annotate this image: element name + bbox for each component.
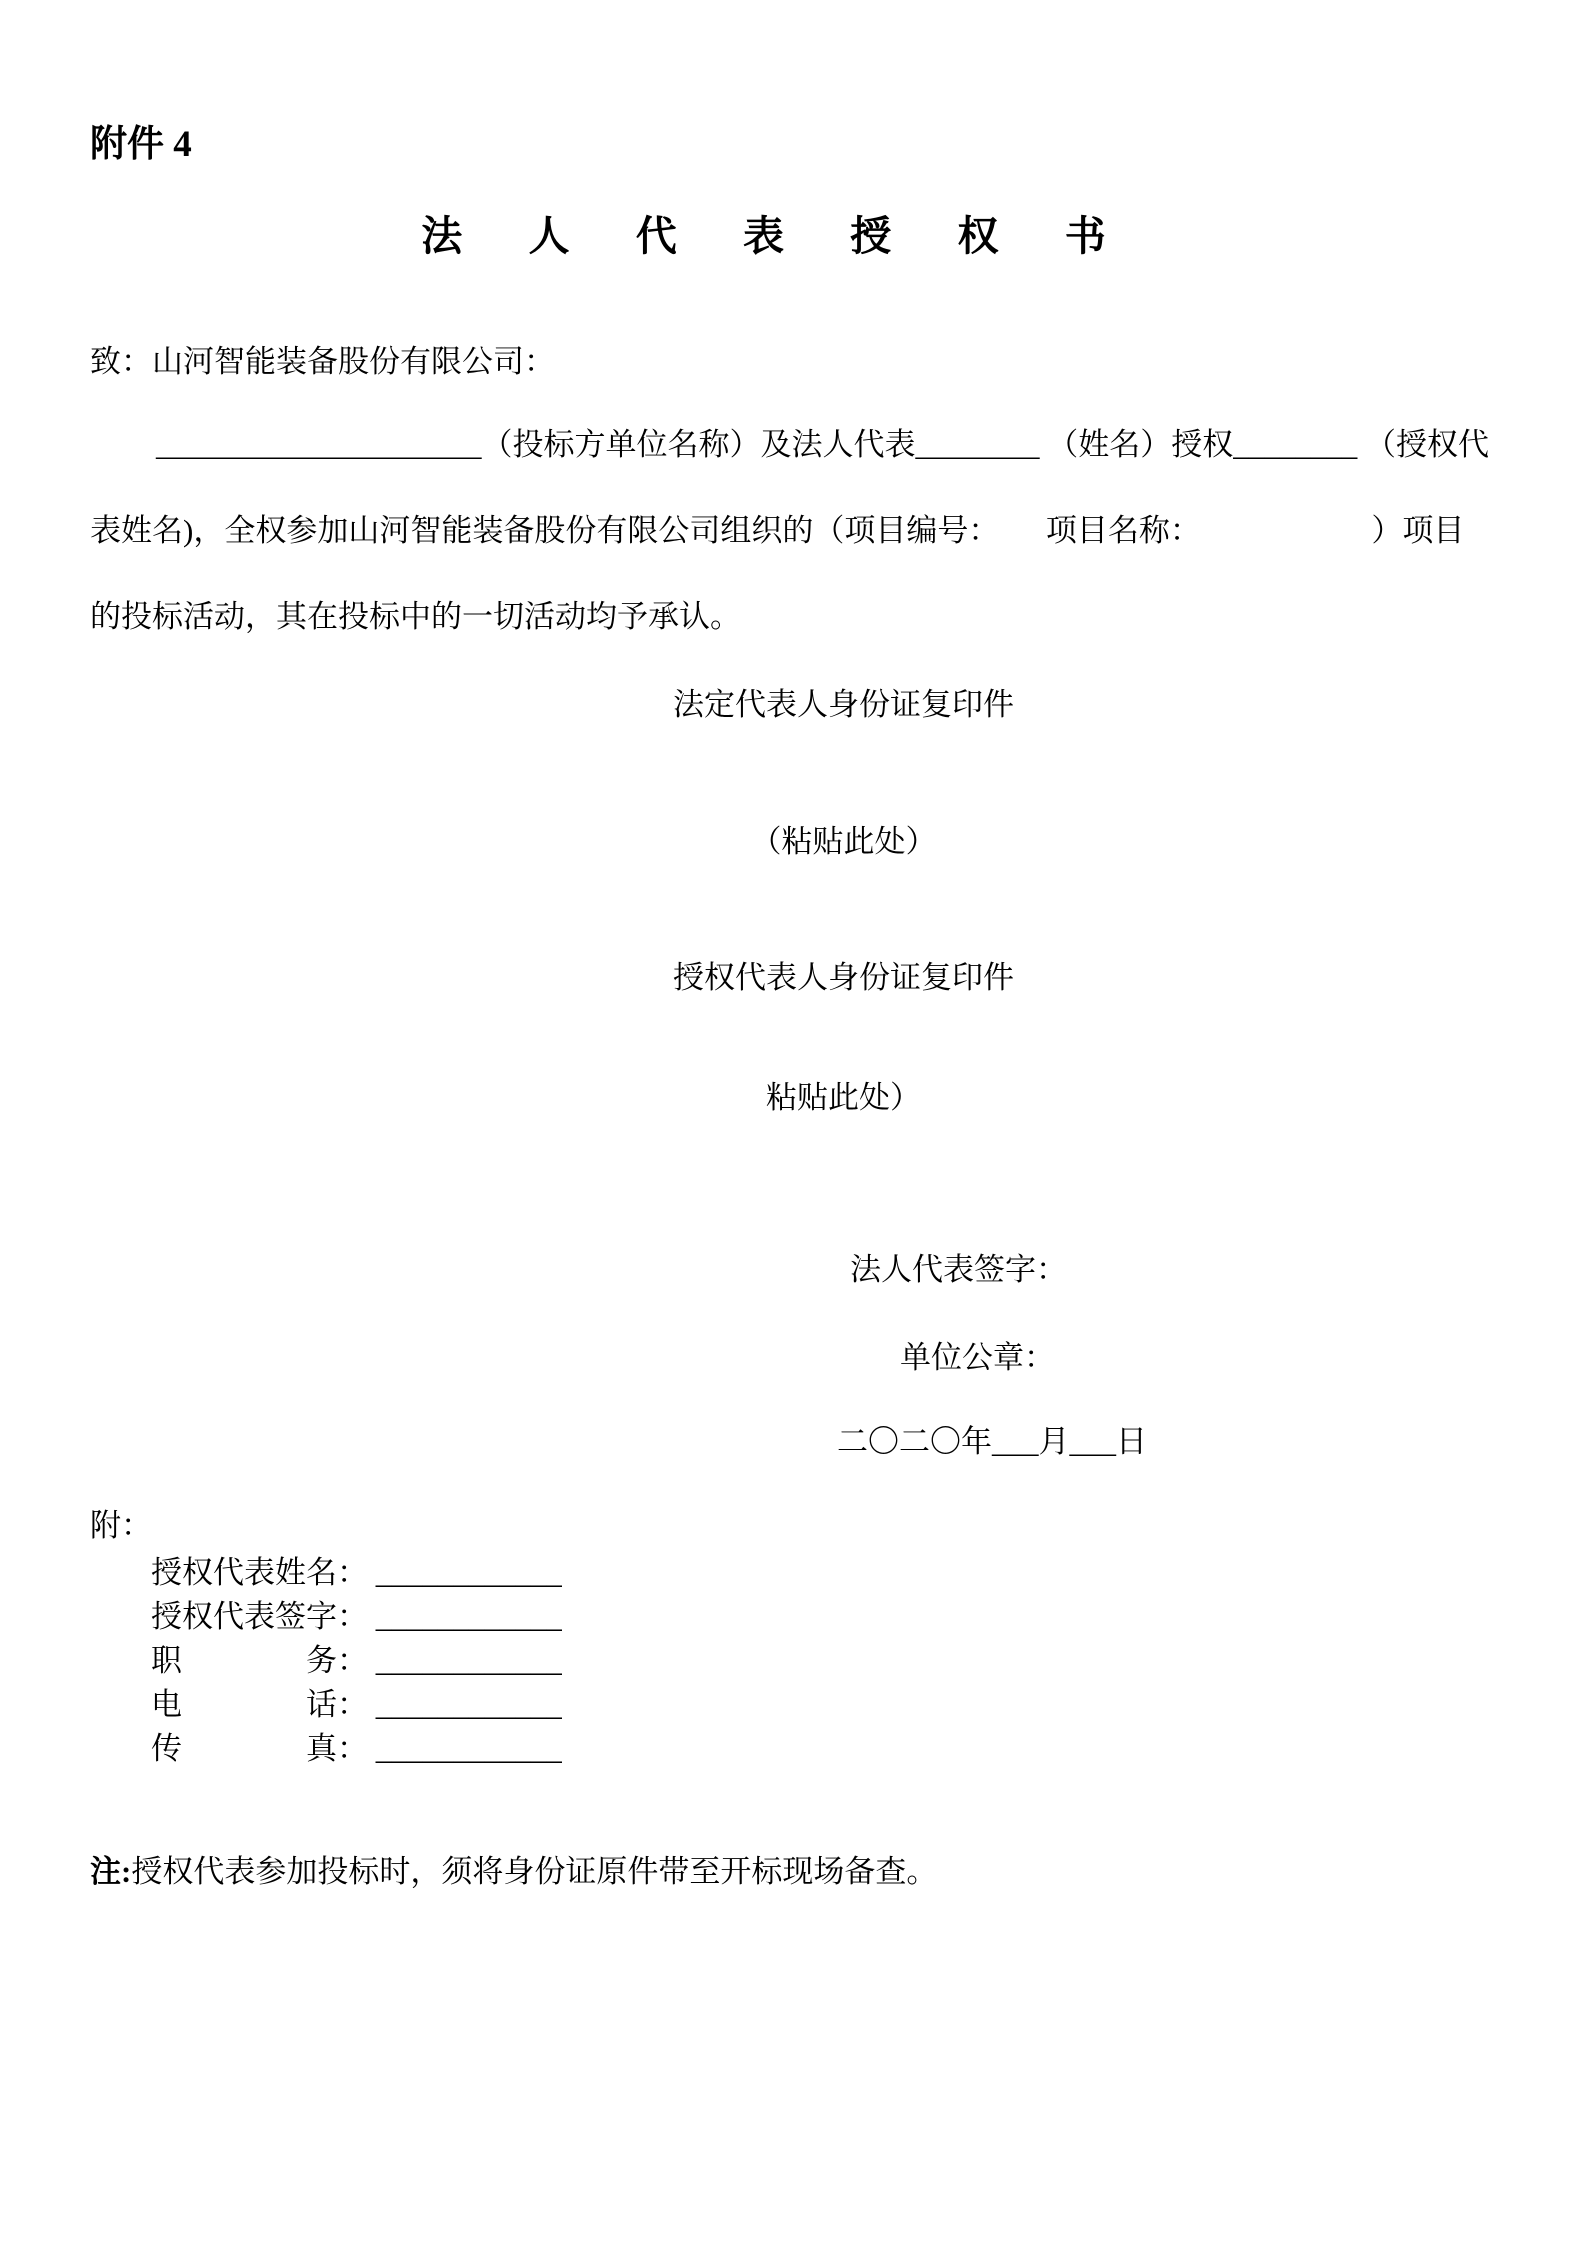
legal-rep-signature-line: 法人代表签字： [850, 1252, 1067, 1287]
date-line: 二〇二〇年___月___日 [837, 1424, 1147, 1459]
field-label: 职务 [151, 1643, 337, 1678]
note-line [90, 1850, 1537, 1894]
document-title: 法 人 代 表 授 权 书 [421, 213, 1106, 259]
field-blank-underline: ____________ [368, 1599, 562, 1634]
field-label: 电话 [151, 1687, 337, 1722]
field-blank-underline: ____________ [368, 1687, 562, 1722]
attachment-label: 附件 4 [90, 124, 192, 165]
form-row-auth-rep-name [90, 1551, 1537, 1595]
field-colon: ： [337, 1599, 368, 1634]
paste-here-label-2: 粘贴此处） [766, 1080, 921, 1115]
salutation-line: 致：山河智能装备股份有限公司： [90, 344, 555, 379]
field-colon: ： [337, 1731, 368, 1766]
field-blank-underline: ____________ [368, 1555, 562, 1590]
form-row-phone [90, 1683, 1537, 1727]
field-label: 传真 [151, 1731, 337, 1766]
paste-here-label-1: （粘贴此处） [750, 824, 937, 859]
field-blank-underline: ____________ [368, 1731, 562, 1766]
auth-rep-id-copy-heading: 授权代表人身份证复印件 [673, 960, 1014, 995]
form-row-position [90, 1639, 1537, 1683]
attachment-form-heading: 附： [90, 1508, 152, 1543]
field-colon: ： [337, 1555, 368, 1590]
attachment-form [90, 1551, 1537, 1771]
note-prefix: 注: [90, 1854, 132, 1889]
field-label: 授权代表姓名 [151, 1555, 337, 1590]
field-colon: ： [337, 1687, 368, 1722]
field-colon: ： [337, 1643, 368, 1678]
paragraph-line-3: 的投标活动，其在投标中的一切活动均予承认。 [90, 599, 741, 634]
field-label: 授权代表签字 [151, 1599, 337, 1634]
note-text: 授权代表参加投标时，须将身份证原件带至开标现场备查。 [131, 1854, 938, 1889]
field-blank-underline: ____________ [368, 1643, 562, 1678]
body-paragraph [90, 402, 1537, 660]
paragraph-line-1: _____________________（投标方单位名称）及法人代表________ （姓名）授权________ （授权代 [156, 427, 1489, 462]
form-row-fax [90, 1727, 1537, 1771]
paragraph-line-2: 表姓名)，全权参加山河智能装备股份有限公司组织的（项目编号： 项目名称： ）项目 [90, 513, 1465, 548]
form-row-auth-rep-signature [90, 1595, 1537, 1639]
company-seal-line: 单位公章： [900, 1340, 1055, 1375]
legal-rep-id-copy-heading: 法定代表人身份证复印件 [673, 687, 1014, 722]
